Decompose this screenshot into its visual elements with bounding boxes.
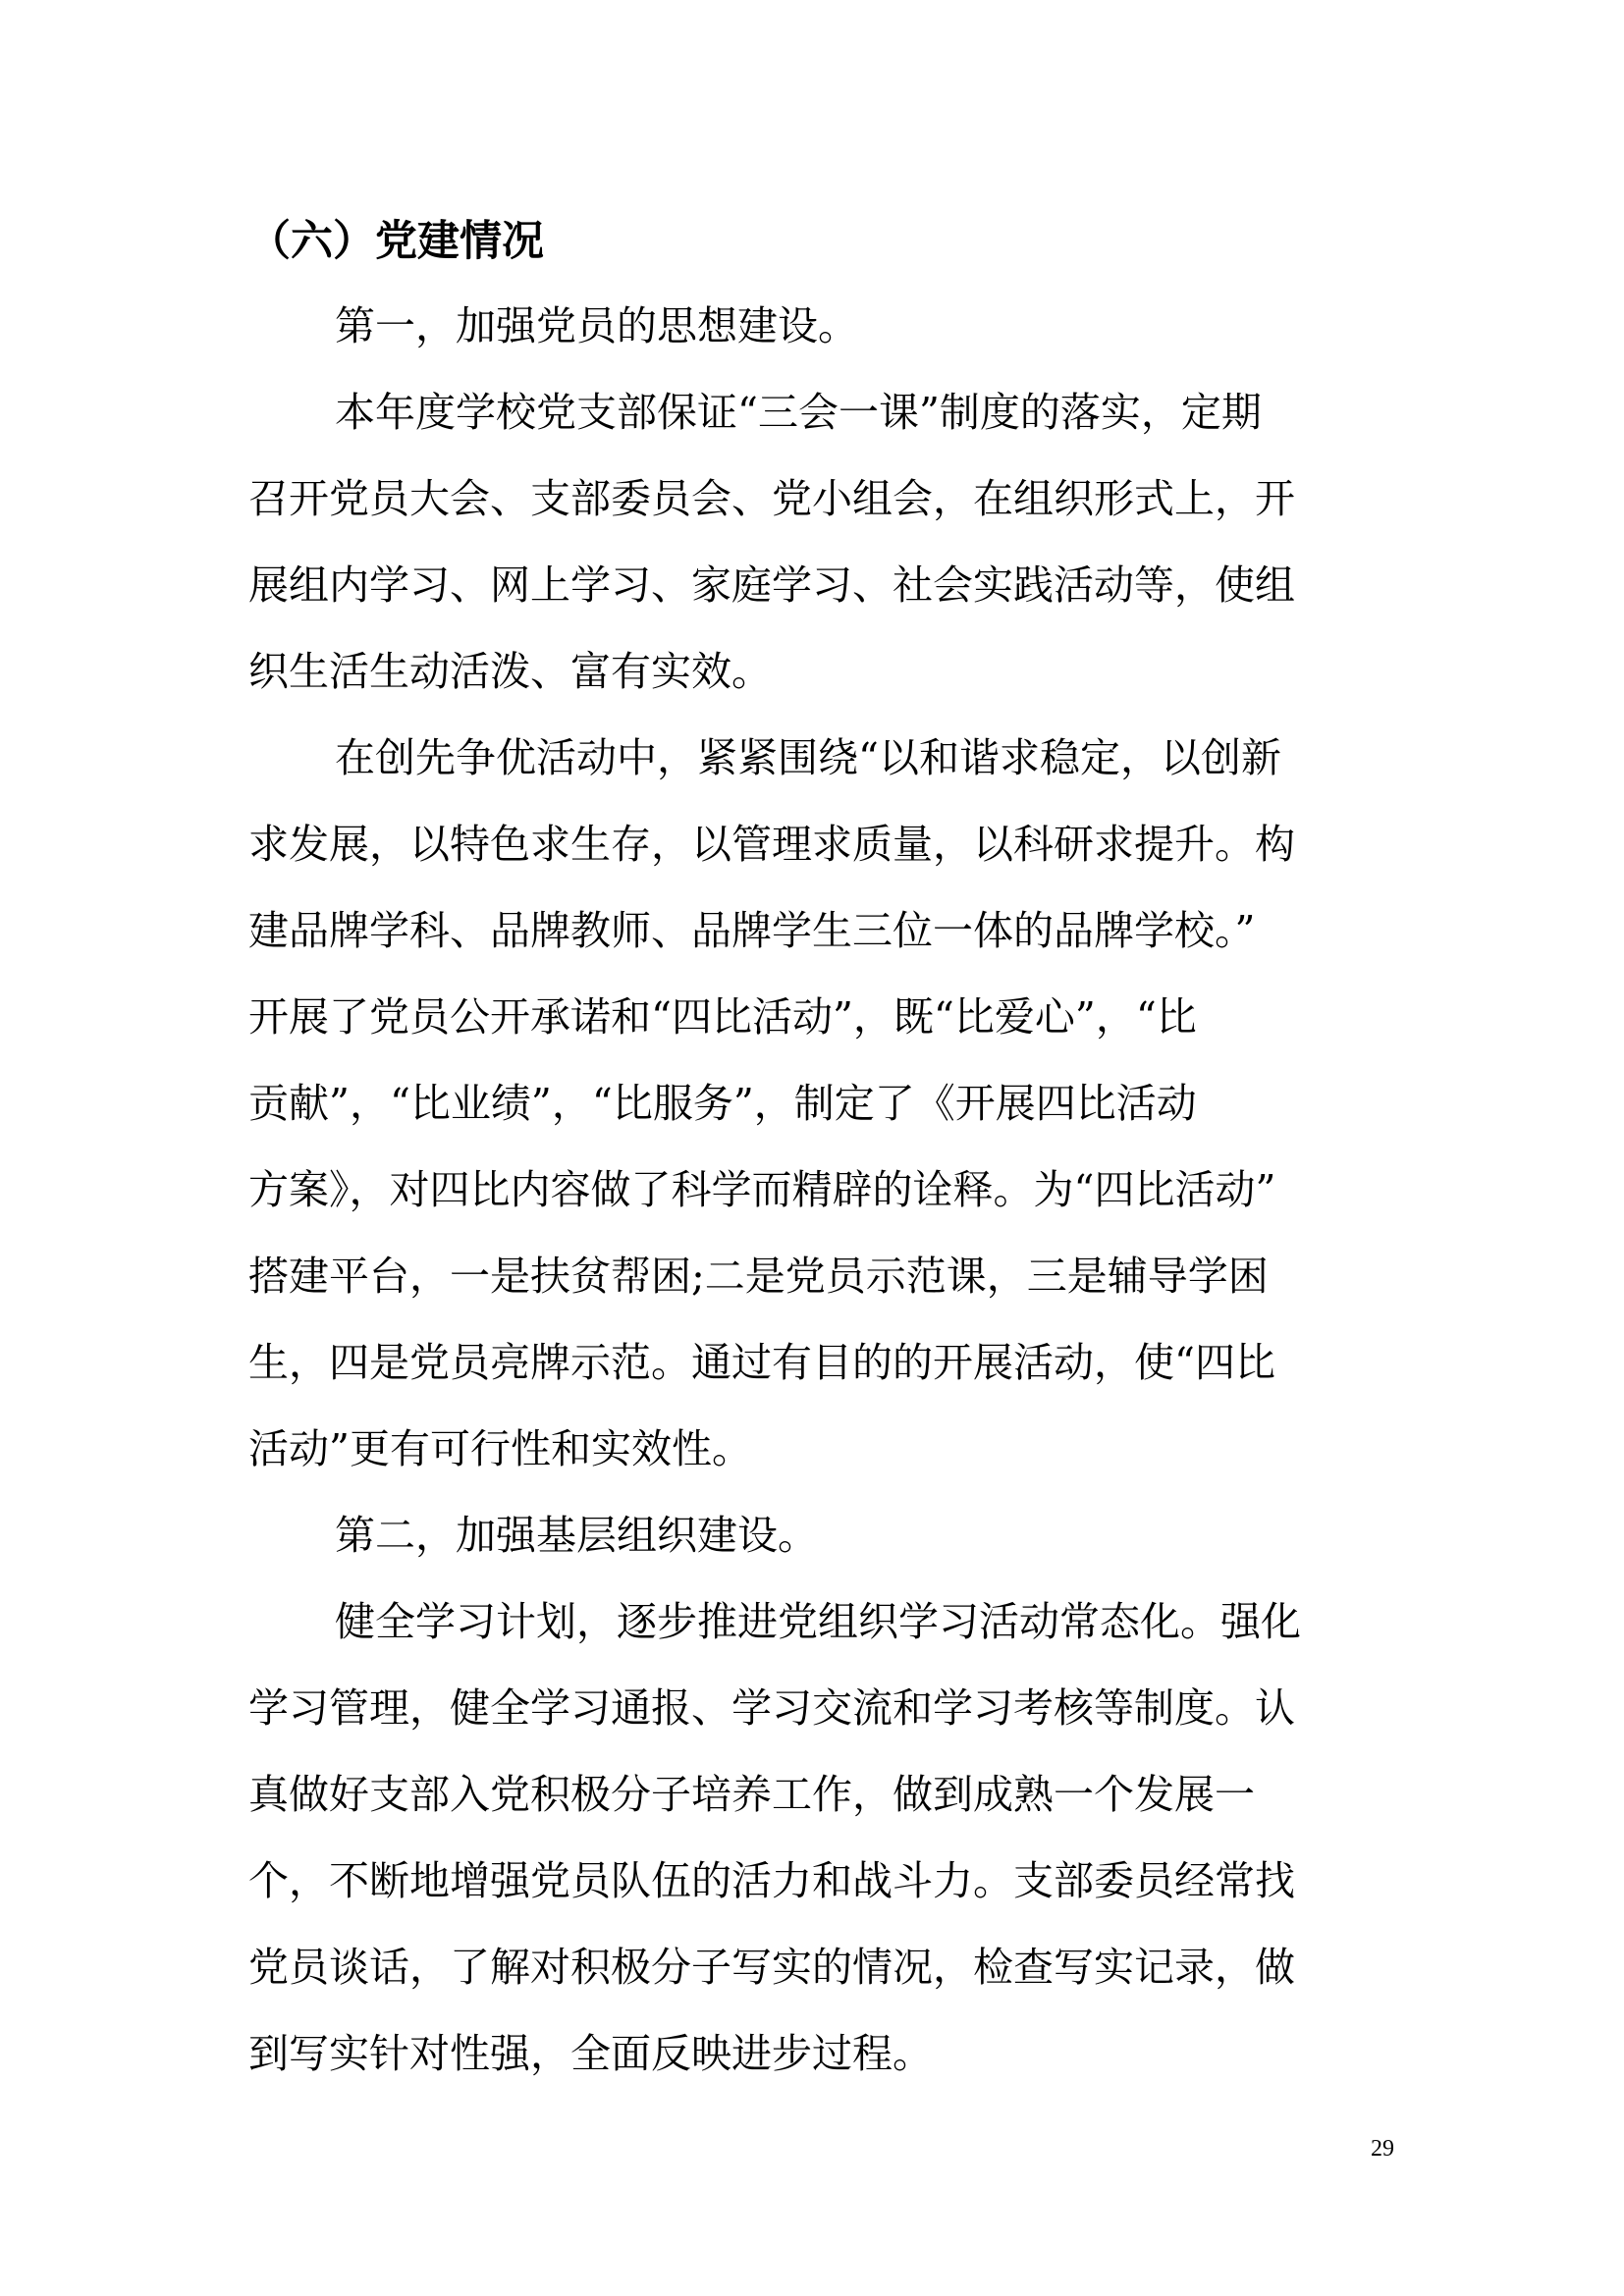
paragraph-3-line: 个，不断地增强党员队伍的活力和战斗力。支部委员经常找 — [248, 1857, 1295, 1904]
paragraph-3-line: 党员谈话，了解对积极分子写实的情况，检查写实记录，做 — [248, 1944, 1295, 1991]
paragraph-1-line: 织生活生动活泼、富有实效。 — [248, 648, 772, 695]
paragraph-2-line: 求发展，以特色求生存，以管理求质量，以科研求提升。构 — [248, 821, 1295, 868]
paragraph-1-line: 本年度学校党支部保证“三会一课”制度的落实，定期 — [335, 389, 1262, 436]
paragraph-2-line: 活动”更有可行性和实效性。 — [248, 1425, 752, 1472]
paragraph-heading-2-line: 第二，加强基层组织建设。 — [335, 1512, 818, 1559]
paragraph-2-line: 开展了党员公开承诺和“四比活动”，既“比爱心”，“比 — [248, 993, 1197, 1041]
paragraph-3-line: 学习管理，健全学习通报、学习交流和学习考核等制度。认 — [248, 1684, 1295, 1732]
paragraph-2-line: 在创先争优活动中，紧紧围绕“以和谐求稳定，以创新 — [335, 734, 1281, 781]
paragraph-3-line: 健全学习计划，逐步推进党组织学习活动常态化。强化 — [335, 1598, 1301, 1645]
page-number: 29 — [1371, 2136, 1394, 2162]
paragraph-2-line: 搭建平台，一是扶贫帮困;二是党员示范课，三是辅导学困 — [248, 1253, 1269, 1300]
paragraph-3-line: 到写实针对性强，全面反映进步过程。 — [248, 2030, 933, 2077]
paragraph-2-line: 建品牌学科、品牌教师、品牌学生三位一体的品牌学校。” — [248, 907, 1256, 954]
paragraph-1-line: 召开党员大会、支部委员会、党小组会，在组织形式上，开 — [248, 475, 1295, 522]
body-text — [248, 283, 1387, 2097]
section-title: （六）党建情况 — [248, 217, 544, 266]
paragraph-2-line: 方案》，对四比内容做了科学而精辟的诠释。为“四比活动” — [248, 1166, 1276, 1213]
paragraph-3-line: 真做好支部入党积极分子培养工作，做到成熟一个发展一 — [248, 1771, 1255, 1818]
paragraph-heading-1-line: 第一，加强党员的思想建设。 — [335, 302, 858, 349]
page-content — [248, 212, 1387, 2097]
paragraph-2-line: 生，四是党员亮牌示范。通过有目的的开展活动，使“四比 — [248, 1339, 1275, 1386]
paragraph-1-line: 展组内学习、网上学习、家庭学习、社会实践活动等，使组 — [248, 561, 1295, 609]
paragraph-2-line: 贡献”，“比业绩”，“比服务”，制定了《开展四比活动 — [248, 1080, 1197, 1127]
